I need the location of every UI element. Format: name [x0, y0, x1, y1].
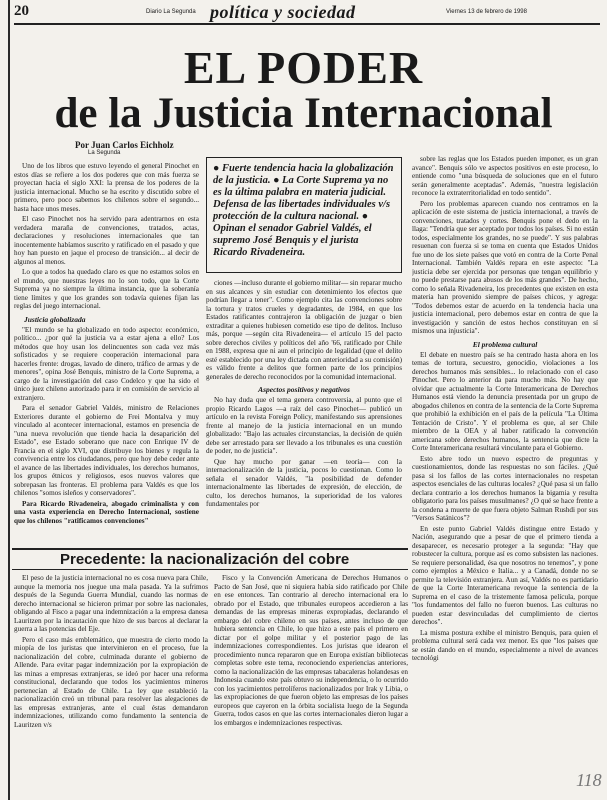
headline-line-1: EL PODER	[183, 42, 424, 93]
paragraph: El peso de la justicia internacional no es cosa nueva para Chile, aunque la memoria nos juegue una mala pasada. Ya la sufrimos después de la Segunda Guerra Mundial, cuando las normas de derecho internacional se hicieron primar por sobre las nacionales, obligando al Fisco a pagar una indemnización a la empresa danesa Lauritzen por la incautación que hizo de sus barcos al declarar la guerra a las potencias del Eje.	[14, 574, 208, 633]
paragraph: La misma postura exhibe el ministro Benquis, para quien el problema cultural será cada vez menor. Es que "los países que se están dando en el mundo, especialmente a nivel de avances tecnológi	[412, 628, 598, 662]
paragraph: El debate en nuestro país se ha centrado hasta ahora en los temas de tortura, secuestro, genocidio, violaciones a los derechos humanos más sensibles... lo relacionado con el caso Pinochet. Pero lo anterior da para mucho más. No hay que olvidar que actualmente la Corte Interamericana de Derechos Humanos está viendo la denuncia presentada por un grupo de abogados chilenos en contra de la sentencia de la Corte Suprema que prohibió la exhibición en el país de la película "La Última Tentación de Cristo". Y el problema es que, al ser Chile miembro de la OEA y al haber ratificado la convención americana sobre derechos humanos, la sentencia que dicte la Corte Interamericana resultará vinculante para el Gobierno.	[412, 350, 598, 452]
paragraph: Fisco y la Convención Americana de Derechos Humanos o Pacto de San José, que ni siquiera había sido ratificado por Chile en ese entonces. Tan contrario al derecho internacional era lo obrado por el Estado, que tribunales europeos accedieron a las demandas de las empresas mineras expropiadas, declarando el embargo del cobre chileno en sus países, antes incluso de que hubiera sentencia en Chile, lo que hizo a este país el primero en dictar por el golpe militar y el posterior pago de las indemnizaciones correspondientes. Los juristas que idearon el procedimiento nunca repararon que en Europa existían bibliotecas completas sobre este tema, reconociendo experiencias anteriores, como la nacionalización de las empresas tabacaleras holandesas en Indonesia cuando este país obtuvo su independencia, o lo ocurrido con los yacimientos petrolíferos nacionalizados por Irak y Libia, o las expropiaciones de que fueron objeto las empresas de los países europeos que cayeron en la órbita socialista luego de la Segunda Guerra, todos casos en que las cortes internacionales dieron lugar a los embargos e indemnizaciones respectivas.	[214, 574, 408, 727]
paragraph: Pero el caso más emblemático, que muestra de cierto modo la miopía de los juristas que intervinieron en el proceso, fue la nacionalización del cobre, culminada durante el gobierno de Allende. Para evitar pagar indemnización por la expropiación de las minas a empresas extranjeras, se ideó por hacer una reforma constitucional, declarando que todos los yacimientos mineros pertenecían al Estado de Chile. La ley que estableció la nacionalización creó un tribunal para resolver las alegaciones de las empresas extranjeras, ante el cual éstas demandaron indemnizaciones, utilizando como fundamento la sentencia de Lauritzen v/s	[14, 635, 208, 729]
header-rule	[14, 23, 600, 25]
page-header	[14, 3, 600, 23]
issue-date: Viernes 13 de febrero de 1998	[446, 9, 527, 15]
paragraph: No hay duda que el tema genera controversia, al punto que el propio Ricardo Lagos —a raíz del caso Pinochet— publicó un artículo en la revista Foreign Policy, manifestando sus aprensiones frente al manejo de la justicia internacional en un mundo globalizado: "Bajo las actuales circunstancias, la decisión de quién debe ser arrestado para ser llevado a los tribunales es una cuestión de poder, no de justicia".	[206, 396, 402, 455]
page-number: 20	[14, 3, 29, 19]
subheading: Justicia globalizada	[24, 314, 86, 324]
paragraph: Pero los problemas aparecen cuando nos centramos en la aplicación de este sistema de justicia internacional, a través de convenciones, tratados y cortes. Benquis pone el dedo en la llaga: "Tendría que ser aceptado por todos los países. Si no están todos, especialmente los grandes, no se puede". Y sus palabras resuenan con fuerza si se toma en cuenta que Estados Unidos fue uno de los siete países que votó en contra de la Corte Penal Internacional. También Valdés repara en este aspecto: "La justicia debe ser ejercida por personas que tengan equilibrio y no puede prestarse para abusos de los más grandes". De hecho, como lo señala Rivadeneira, los precedentes que existen en esta materia han provenido siempre de países chicos, y agrega: "Todos debemos estar de acuerdo en la tendencia hacia una justicia internacional, pero debemos estar en contra de que la investigación y sanción de estos hechos constituyan en sí mismos una injusticia".	[412, 199, 598, 335]
paragraph: Esto abre todo un nuevo espectro de preguntas y cuestionamientos, donde las respuestas no son fáciles. ¿Qué pasa si los fallos de las cortes internacionales no respetan aspectos esenciales de las culturas locales? ¿Qué pasa si un fallo declara contrario a los derechos humanos la bigamia y resulta obligatorio para los países musulmanes? ¿O qué se hace frente a la condena a muerte de que fuera objeto Salman Rushdi por sus "Versos Satánicos"?	[412, 454, 598, 522]
article-column-1	[14, 162, 199, 547]
paragraph: "El mundo se ha globalizado en todo aspecto: económico, político... ¿por qué la justicia va a estar ajena a ello? Los métodos que hoy usan los delincuentes son cada vez más sofisticados y se requiere cooperación internacional para hacerles frente: drogas, lavado de dinero, tráfico de armas y de menores", opina José Benquis, ministro de la Corte Suprema, a cargo de la investigación del caso Codelco y que ha sido el único juez chileno autorizado para ir en comisión de servicio al extranjero.	[14, 325, 199, 402]
paragraph: El caso Pinochet nos ha servido para adentrarnos en esta verdadera maraña de convenciones, tratados, actas, declaraciones y resoluciones internacionales que tan inocentemente habíamos suscrito y ratificado en el pasado y que hoy han puesto en jaque el proceso de transición... al decir de algunos al menos.	[14, 215, 199, 266]
section-title: política y sociedad	[210, 2, 356, 22]
headline-line-2: de la Justicia Internacional	[54, 90, 553, 137]
paragraph: ciones —incluso durante el gobierno militar— sin reparar mucho en sus alcances y sin estudiar con detenimiento los efectos que podrían llegar a tener". Como ejemplo cita las convenciones sobre la tortura y tratos crueles y degradantes, de 1984, en que los Estados ratificantes contrajeron la obligación de juzgar o bien extraditar a quienes hubiesen cometido ese tipo de delitos. Incluso más, porque —según cita Rivadeneira— el artículo 15 del pacto sobre derechos civiles y políticos del año '66, ratificado por Chile en 1988, expresa que ni aun el principio de legalidad (que el delito esté establecido por una ley dictada con anterioridad a su comisión) es válido frente a delitos que formen parte de los principios generales de derecho reconocidos por la comunidad internacional.	[206, 279, 402, 381]
byline-affiliation: La Segunda	[88, 150, 121, 156]
article-column-2	[206, 279, 402, 547]
paragraph: Lo que a todos ha quedado claro es que no estamos solos en el mundo, que nuestras leyes no lo son todo, que la Corte Suprema ya no siempre la última instancia, que la soberanía tiene límites y que los grandes son todavía quienes fijan las reglas del juego internacional.	[14, 268, 199, 310]
subheading: El problema cultural	[472, 339, 538, 349]
paragraph: Para el senador Gabriel Valdés, ministro de Relaciones Exteriores durante el gobierno de Frei Montalva y muy vinculado al acontecer internacional, estamos en presencia de "una nueva revolución que tiende hacia la desaparición del Estado", ese Estado soberano que nace con Enrique IV de Francia en el siglo XVI, que distribuye los bienes y regula la convivencia entre los ciudadanos, pero que hoy debe ceder ante el avance de las libertades individuales, los derechos humanos, los grupos étnicos y religiosos, esos nuevos valores que sobrepasan las fronteras. El problema para Valdés es que los chilenos "somos isleños y conservadores".	[14, 404, 199, 497]
sidebar-box-rule	[12, 548, 408, 550]
sidebar-column-2	[214, 574, 408, 794]
paragraph: Para Ricardo Rivadeneira, abogado criminalista y con una vasta experiencia en Derecho Internacional, sostiene que los chilenos "ratificamos convenciones"	[14, 499, 199, 525]
sidebar-box-title: Precedente: la nacionalización del cobre	[60, 551, 350, 568]
article-column-3	[412, 155, 598, 795]
handwritten-page-mark: 118	[576, 770, 602, 790]
sidebar-box-title-rule	[12, 569, 408, 570]
subheading: Aspectos positivos y negativos	[258, 385, 350, 394]
paragraph: Uno de los libros que estuvo leyendo el general Pinochet en estos días se refiere a los dos poderes que con más fuerza se proyectan hacia el siglo XXI: la prensa de los poderes de la justicia internacional. Mucho se ha escrito y discutido sobre el primero, pero poco sabemos los chilenos sobre el segundo... hasta hace unos meses.	[14, 162, 199, 213]
paragraph: Que hay mucho por ganar —en teoría— con la internacionalización de la justicia, pocos lo cuestionan. Como lo señala el senador Valdés, "la posibilidad de defender internacionalmente las libertades de expresión, de elección, de culto, los derechos humanos, la superioridad de los valores fundamentales por	[206, 457, 402, 508]
sidebar-column-1	[14, 574, 208, 794]
paper-name: Diario La Segunda	[146, 9, 196, 15]
paragraph: En este punto Gabriel Valdés distingue entre Estado y Nación, asegurando que a pesar de que el primero tienda a desaparecer, es necesario proteger a la segunda: "Hay que robustecer la cultura, porque así es como subsisten las naciones. Se requiere personalidad, ésa que nosotros no tenemos", y pone como ejemplos a México e Italia... y a Canadá, donde no se permite la televisión extranjera. Aun así, Valdés no es partidario de que la Corte Interamericana revoque la sentencia de la Suprema en el caso de la tristemente famosa película, porque "los fundamentos del fallo no fueron buenos. Las culturas no pueden estar desvinculadas del cumplimiento de ciertos derechos".	[412, 524, 598, 626]
byline: Por Juan Carlos Eichholz	[75, 140, 174, 150]
pull-quote: ● Fuerte tendencia hacia la globalización de la justicia. ● La Corte Suprema ya no es la última palabra en materia judicial. Defensa de las libertades individuales v/s protección de la cultura nacional. ● Opinan el senador Gabriel Valdés, el supremo José Benquis y el jurista Ricardo Rivadeneira.	[206, 157, 402, 273]
paragraph: sobre las reglas que los Estados pueden imponer, es un gran avance". Benquis sólo ve aspectos positivos en este proceso, lo entiende como "una búsqueda de soluciones que en el futuro serán generalmente aceptadas". Además, "nuestra legislación reconoce la extraterritorialidad en todo sentido".	[412, 155, 598, 197]
